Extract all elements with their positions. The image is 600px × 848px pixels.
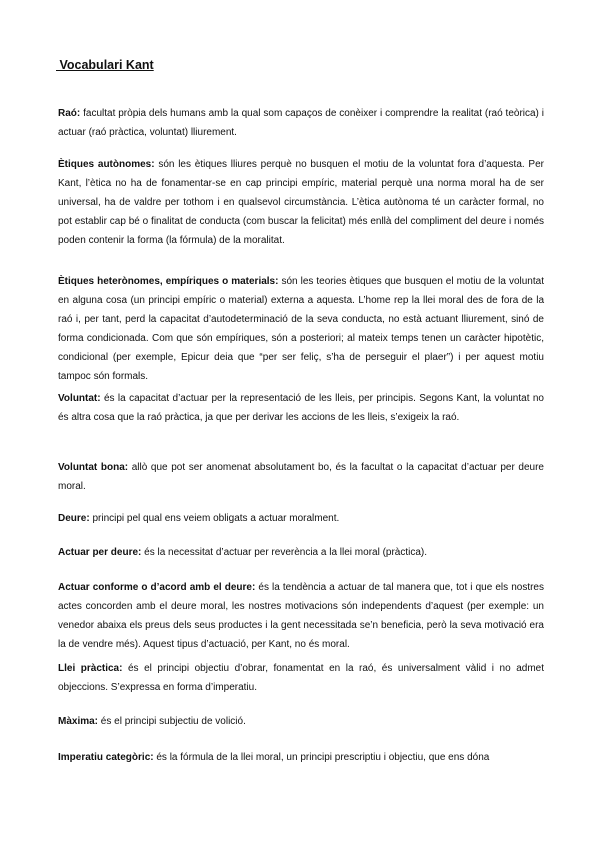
entry-definition: és la fórmula de la llei moral, un principi prescriptiu i objectiu, que ens dóna xyxy=(153,752,490,763)
entry-llei-practica xyxy=(58,659,544,697)
entry-term: Deure: xyxy=(58,513,90,524)
entry-term: Raó: xyxy=(58,108,81,119)
entry-etiques-autonomes xyxy=(58,155,544,250)
entry-definition: és la capacitat d’actuar per la representació de les lleis, per principis. Segons Kant, la voluntat no és altra cosa que la raó pràctica, ja que per derivar les accions de les lleis, s’exigeix la raó. xyxy=(58,393,544,423)
entry-definition: és la necessitat d’actuar per reverència a la llei moral (pràctica). xyxy=(141,547,428,558)
page-title: Vocabulari Kant xyxy=(56,58,154,72)
entry-deure xyxy=(58,509,544,528)
entry-term: Ètiques autònomes: xyxy=(58,159,155,170)
entry-term: Imperatiu categòric: xyxy=(58,752,154,763)
entry-imperatiu-categoric xyxy=(58,748,544,767)
entry-definition: és la tendència a actuar de tal manera que, tot i que els nostres actes concorden amb el deure moral, les nostres motivacions són independents d’aquest (per exemple: un venedor abaixa els preus dels seus productes i la gent necessitada se’n beneficia, però la seva motivació era la de vendre més). Aquest tipus d’actuació, per Kant, no és moral. xyxy=(58,582,544,650)
entry-actuar-per-deure xyxy=(58,543,544,562)
entry-definition: allò que pot ser anomenat absolutament bo, és la facultat o la capacitat d’actuar per deure moral. xyxy=(58,462,544,492)
entry-definition: són les teories ètiques que busquen el motiu de la voluntat en alguna cosa (un principi empíric o material) externa a aquesta. L’home rep la llei moral des de fora de la raó i, per tant, perd la capacitat d’autodeterminació de la seva conducta, no està actuant lliurement, sinó de forma condicionada. Com que són empíriques, són a posteriori; al mateix temps tenen un caràcter hipotètic, condicional (per exemple, Epicur deia que “per ser feliç, s’ha de perseguir el plaer”) i per aquest motiu tampoc són formals. xyxy=(58,276,544,382)
entry-voluntat xyxy=(58,389,544,427)
entry-definition: són les ètiques lliures perquè no busquen el motiu de la voluntat fora d’aquesta. Per Kant, l’ètica no ha de fonamentar-se en cap principi empíric, material perquè una norma moral ha de ser universal, ha de valdre per tothom i en qualsevol circumstància. L’ètica autònoma té un caràcter formal, no pot establir cap bé o finalitat de conducta (com buscar la felicitat) més enllà del compliment del deure i només poden contenir la forma (la fórmula) de la moralitat. xyxy=(58,159,544,246)
entry-term: Voluntat bona: xyxy=(58,462,129,473)
entry-etiques-heteronomes xyxy=(58,272,544,386)
entry-term: Màxima: xyxy=(58,716,99,727)
entry-actuar-conforme xyxy=(58,578,544,654)
entry-term: Actuar per deure: xyxy=(58,547,142,558)
entry-voluntat-bona xyxy=(58,458,544,496)
entry-definition: facultat pròpia dels humans amb la qual som capaços de conèixer i comprendre la realitat (raó teòrica) i actuar (raó pràctica, voluntat) lliurement. xyxy=(58,108,544,138)
entry-definition: és el principi subjectiu de volició. xyxy=(98,716,246,727)
entry-maxima xyxy=(58,712,544,731)
entry-term: Actuar conforme o d’acord amb el deure: xyxy=(58,582,256,593)
entry-definition: és el principi objectiu d’obrar, fonamentat en la raó, és universalment vàlid i no admet objeccions. S’expressa en forma d’imperatiu. xyxy=(58,663,544,693)
entry-term: Ètiques heterònomes, empíriques o materials: xyxy=(58,276,279,287)
entry-term: Voluntat: xyxy=(58,393,101,404)
entry-definition: principi pel qual ens veiem obligats a actuar moralment. xyxy=(89,513,340,524)
entry-rao xyxy=(58,104,544,142)
entry-term: Llei pràctica: xyxy=(58,663,123,674)
